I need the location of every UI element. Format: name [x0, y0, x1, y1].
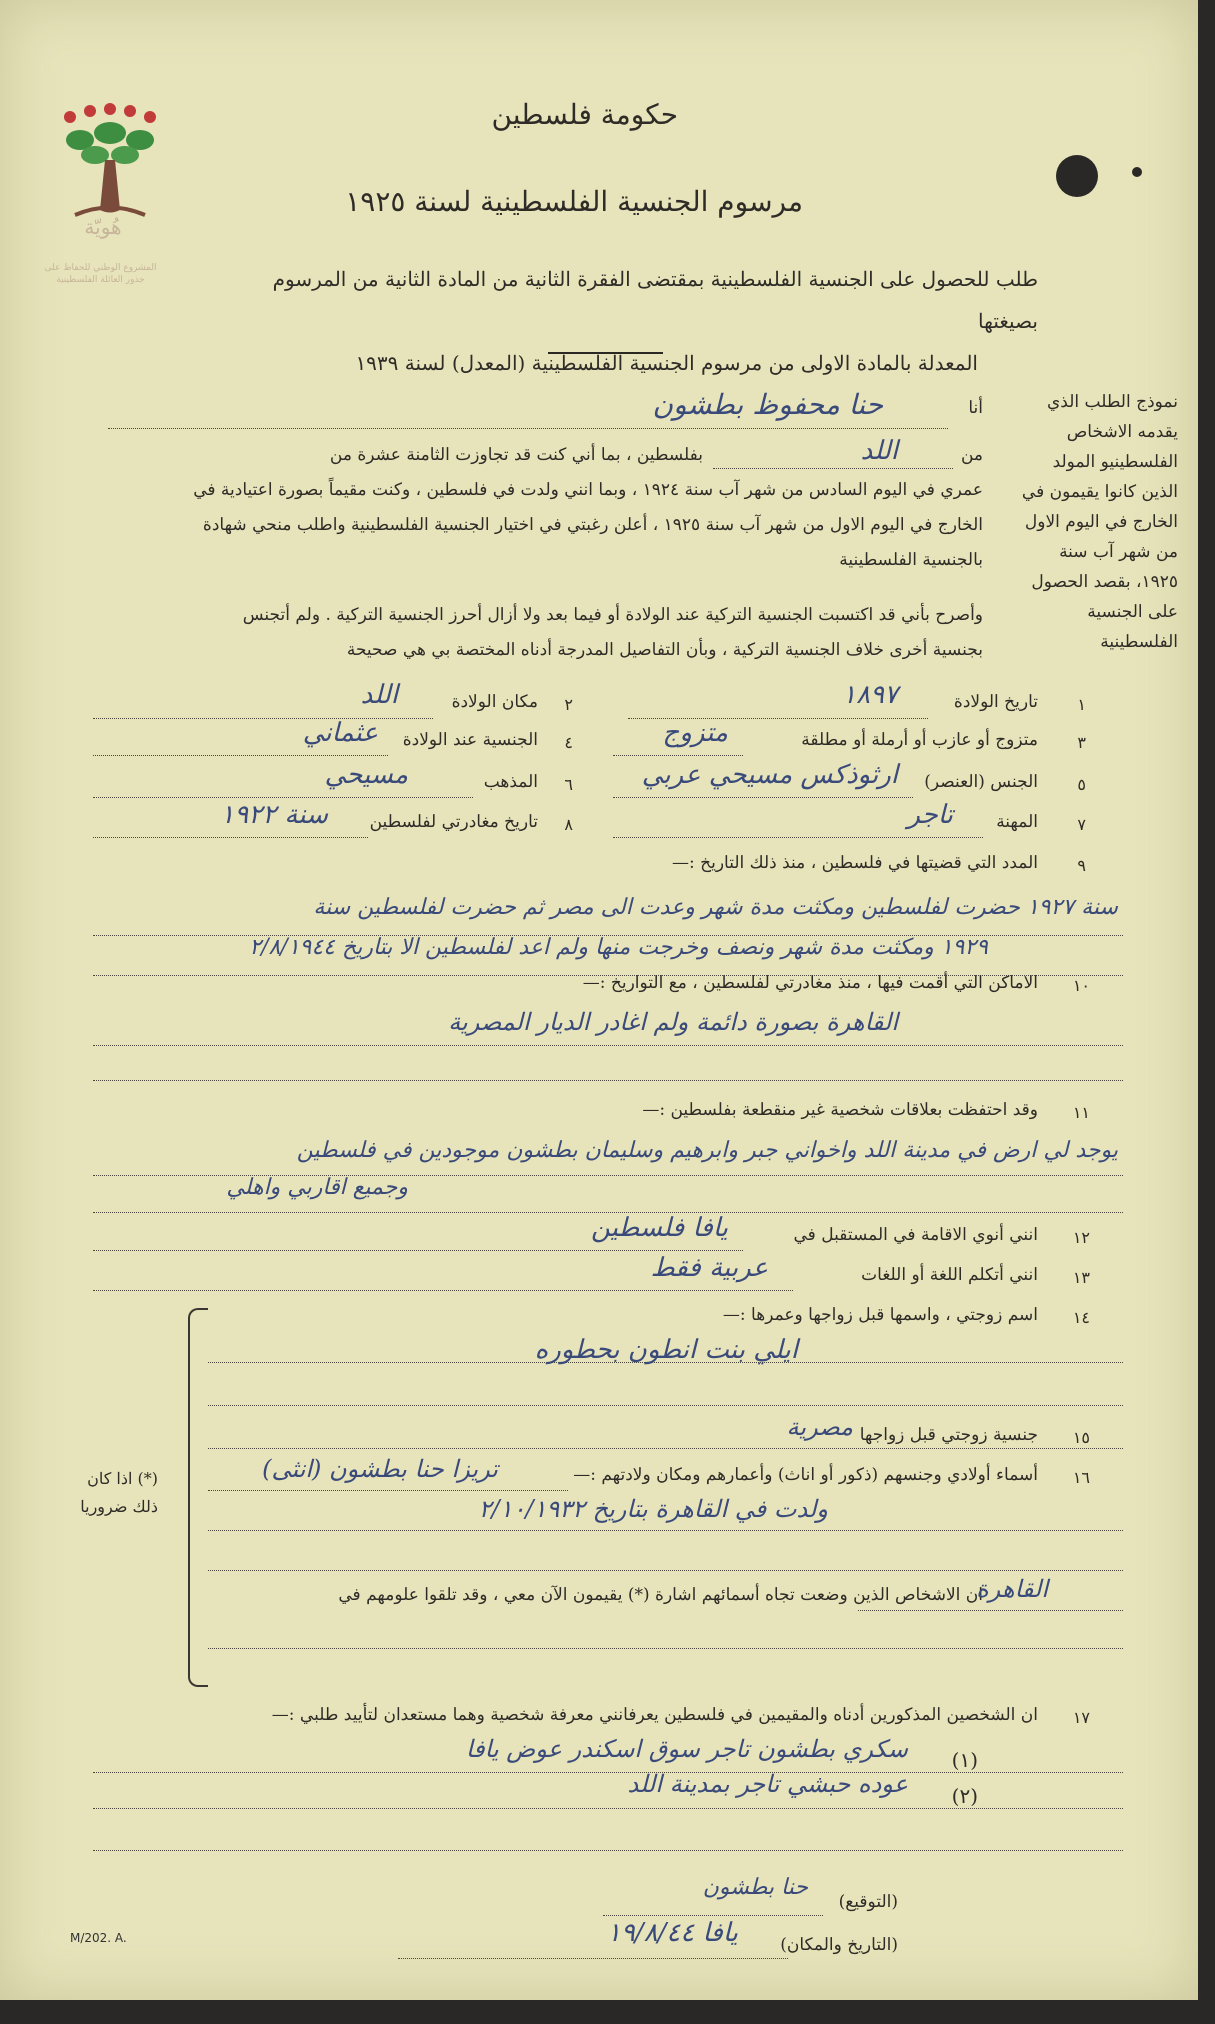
religion-label: المذهب [483, 772, 538, 792]
children-label: أسماء أولادي وجنسهم (ذكور أو اناث) وأعمارهم ومكان ولادتهم :— [573, 1465, 1038, 1485]
departure-date-label: تاريخ مغادرتي لفلسطين [369, 812, 538, 832]
marital-status-value: متزوج [662, 718, 728, 748]
wife-label: اسم زوجتي ، واسمها قبل زواجها وعمرها :— [722, 1305, 1038, 1325]
reference-line-3 [93, 1850, 1123, 1851]
oath-line2: بجنسية أخرى خلاف الجنسية التركية ، وبأن التفاصيل المدرجة أدناه المختصة بي هي صحيحة [346, 640, 983, 660]
children-note: ان الاشخاص الذين وضعت تجاه أسمائهم اشارة (*) يقيمون الآن معي ، وقد تلقوا علومهم في [338, 1585, 983, 1605]
nationality-value: عثماني [302, 718, 378, 748]
logo-subtitle: المشروع الوطني للحفاظ على جذور العائلة الفلسطينية [44, 263, 157, 285]
children-line-3 [208, 1570, 1123, 1571]
intro-line-1: طلب للحصول على الجنسية الفلسطينية بمقتضى الفقرة الثانية من المادة الثانية من المرسوم بصيغتها [272, 267, 1038, 333]
wife-line-3 [208, 1448, 1123, 1449]
reference-number-1: (١) [951, 1748, 978, 1772]
residences-line-1 [93, 1045, 1123, 1046]
languages-value: عربية فقط [650, 1253, 768, 1283]
punch-hole-small [1132, 167, 1142, 177]
race-value: ارثوذكس مسيحي عربي [641, 760, 898, 790]
race-label: الجنس (العنصر) [924, 772, 1038, 792]
religion-value: مسيحي [324, 760, 408, 790]
reference-value-2: عوده حبشي تاجر بمدينة اللد [627, 1770, 908, 1798]
oath-line1: وأصرح بأني قد اكتسبت الجنسية التركية عند الولادة أو فيما بعد ولا أزال أحرز الجنسية التركية . ولم أتجنس [242, 605, 983, 625]
field-number: ٤ [564, 733, 573, 752]
signature-value: حنا بطشون [702, 1875, 808, 1900]
ana-label: أنا [968, 398, 983, 418]
date-place-value: يافا ١٩/٨/٤٤ [606, 1918, 738, 1948]
field-number: ٣ [1077, 733, 1086, 752]
occupation-label: المهنة [996, 812, 1038, 832]
race-line [613, 797, 913, 798]
field-number: ١٤ [1072, 1308, 1090, 1327]
wife-line-2 [208, 1405, 1123, 1406]
residences-line-2 [93, 1080, 1123, 1081]
children-value-2: ولدت في القاهرة بتاريخ ٢/١٠/١٩٣٢ [478, 1495, 828, 1523]
children-note-value: القاهرة [976, 1575, 1048, 1603]
birth-place-line [93, 718, 433, 719]
residences-label: الاماكن التي أقمت فيها ، منذ مغادرتي لفلسطين ، مع التواريخ :— [582, 973, 1038, 993]
departure-date-line [93, 837, 368, 838]
date-place-line [398, 1958, 788, 1959]
field-number: ١٠ [1072, 976, 1090, 995]
reference-line-1 [93, 1772, 1123, 1773]
ties-value-1: يوجد لي ارض في مدينة اللد واخواني جبر وابرهيم وسليمان بطشون موجودين في فلسطين [296, 1138, 1118, 1163]
decl-line3: الخارج في اليوم الاول من شهر آب سنة ١٩٢٥ ، أعلن رغبتي في اختيار الجنسية الفلسطينية واطلب منحي شهادة [202, 515, 983, 535]
children-bracket [188, 1308, 208, 1687]
ties-value-2: وجميع اقاربي واهلي [226, 1175, 408, 1200]
form-description: نموذج الطلب الذي يقدمه الاشخاص الفلسطينيو المولد الذين كانوا يقيمون في الخارج في اليوم الاول من شهر آب سنة ١٩٢٥، بقصد الحصول على الجنسية الفلسطينية [1021, 392, 1178, 652]
footnote: (*) اذا كان ذلك ضروريا [80, 1469, 158, 1516]
min-label: من [960, 445, 983, 465]
birth-place-label: مكان الولادة [451, 692, 538, 712]
birth-date-label: تاريخ الولادة [953, 692, 1038, 712]
decl-line1: بفلسطين ، بما أني كنت قد تجاوزت الثامنة عشرة من [329, 445, 703, 465]
languages-line [93, 1290, 793, 1291]
origin-line [713, 468, 953, 469]
periods-value-2: ١٩٢٩ ومكثت مدة شهر ونصف وخرجت منها ولم اعد لفلسطين الا بتاريخ ٢/٨/١٩٤٤ [249, 935, 988, 960]
field-number: ٦ [564, 775, 573, 794]
children-line-4 [208, 1648, 1123, 1649]
field-number: ١١ [1072, 1103, 1090, 1122]
field-number: ٩ [1077, 856, 1086, 875]
family-tree-logo-icon [55, 70, 165, 290]
government-title: حكومة فلسطين [491, 98, 678, 131]
future-residence-value: يافا فلسطين [591, 1213, 728, 1243]
residences-value: القاهرة بصورة دائمة ولم اغادر الديار المصرية [448, 1008, 898, 1036]
reference-line-2 [93, 1808, 1123, 1809]
field-number: ١٣ [1072, 1268, 1090, 1287]
nationality-label: الجنسية عند الولادة [402, 730, 538, 750]
occupation-value: تاجر [907, 800, 953, 830]
wife-nationality-label: جنسية زوجتي قبل زواجها [859, 1425, 1038, 1445]
religion-line [93, 797, 473, 798]
field-number: ١ [1077, 695, 1086, 714]
form-code: M/202. A. [70, 1931, 127, 1945]
field-number: ٨ [564, 815, 573, 834]
birth-place-value: اللد [360, 680, 398, 710]
ties-label: وقد احتفظت بعلاقات شخصية غير منقطعة بفلسطين :— [642, 1100, 1038, 1120]
wife-nationality-value: مصرية [786, 1413, 853, 1441]
field-number: ٥ [1077, 775, 1086, 794]
reference-number-2: (٢) [951, 1784, 978, 1808]
departure-date-value: سنة ١٩٢٢ [220, 800, 328, 830]
decl-line4: بالجنسية الفلسطينية [839, 550, 983, 570]
date-place-label: (التاريخ والمكان) [780, 1935, 898, 1955]
occupation-line [613, 837, 983, 838]
decl-line2: عمري في اليوم السادس من شهر آب سنة ١٩٢٤ ، وبما انني ولدت في فلسطين ، وكنت مقيماً بصورة اعتيادية في [193, 480, 983, 500]
field-number: ٢ [564, 695, 573, 714]
field-number: ٧ [1077, 815, 1086, 834]
intro-line-2: المعدلة بالمادة الاولى من مرسوم الجنسية الفلسطينية (المعدل) لسنة ١٩٣٩ [355, 351, 978, 375]
name-line [108, 428, 948, 429]
future-residence-line [93, 1250, 743, 1251]
periods-label: المدد التي قضيتها في فلسطين ، منذ ذلك التاريخ :— [671, 853, 1038, 873]
children-value-1: تريزا حنا بطشون (انثى) [262, 1455, 498, 1483]
children-line-1 [208, 1490, 568, 1491]
signature-label: (التوقيع) [838, 1892, 898, 1912]
future-residence-label: انني أنوي الاقامة في المستقبل في [793, 1225, 1038, 1245]
signature-line [603, 1915, 823, 1916]
reference-value-1: سكري بطشون تاجر سوق اسكندر عوض يافا [465, 1735, 908, 1763]
children-note-line [858, 1610, 1123, 1611]
field-number: ١٦ [1072, 1468, 1090, 1487]
nationality-line [93, 755, 388, 756]
wife-value: ايلي بنت انطون بحطوره [534, 1335, 798, 1365]
marital-status-line [613, 755, 743, 756]
field-number: ١٧ [1072, 1708, 1090, 1727]
birth-date-value: ١٨٩٧ [842, 680, 898, 710]
marital-status-label: متزوج أو عازب أو أرملة أو مطلقة [801, 730, 1038, 750]
children-line-2 [208, 1530, 1123, 1531]
intro-text [218, 258, 1038, 384]
languages-label: انني أتكلم اللغة أو اللغات [861, 1265, 1038, 1285]
decree-title: مرسوم الجنسية الفلسطينية لسنة ١٩٢٥ [345, 185, 803, 218]
logo-name: هُويّة [84, 215, 122, 239]
field-number: ١٥ [1072, 1428, 1090, 1447]
applicant-name: حنا محفوظ بطشون [652, 388, 883, 421]
header-divider [548, 352, 663, 354]
periods-value-1: سنة ١٩٢٧ حضرت لفلسطين ومكثت مدة شهر وعدت الى مصر ثم حضرت لفلسطين سنة [313, 895, 1118, 920]
references-label: ان الشخصين المذكورين أدناه والمقيمين في فلسطين يعرفانني معرفة شخصية وهما مستعدان لتأييد طلبي :— [271, 1705, 1038, 1725]
origin-town: اللد [860, 436, 898, 466]
punch-hole [1056, 155, 1098, 197]
field-number: ١٢ [1072, 1228, 1090, 1247]
